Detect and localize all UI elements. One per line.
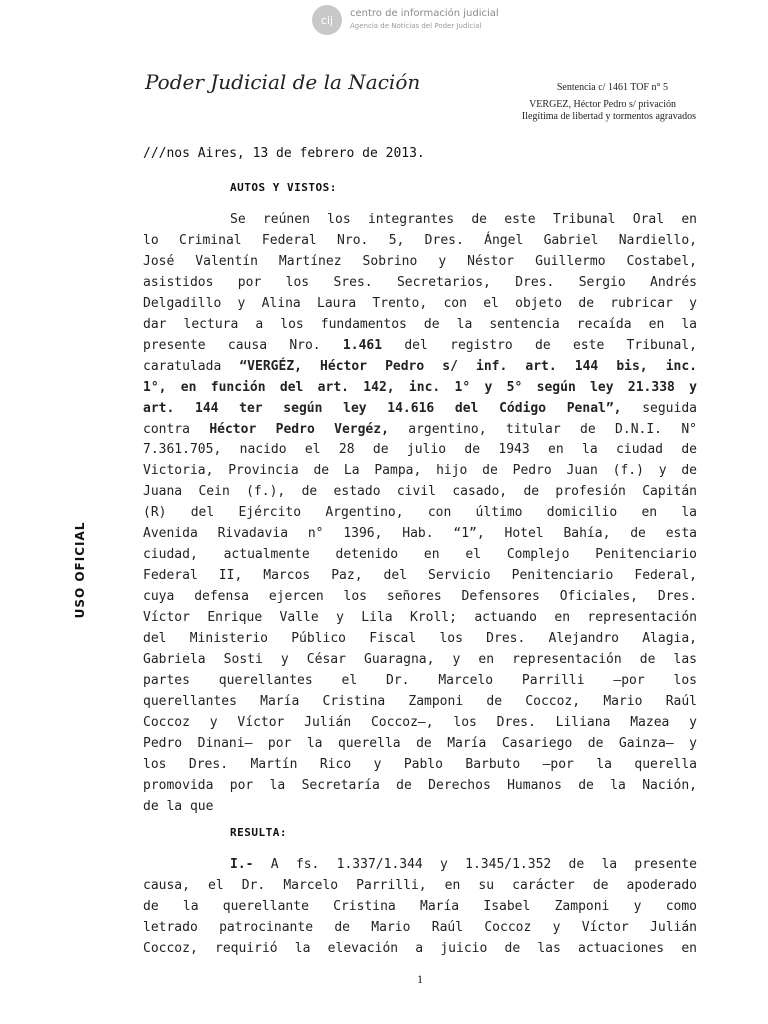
source-header-title: centro de información judicial <box>350 8 499 19</box>
text-line: Coccoz, requirió la elevación a juicio de las actuaciones en <box>143 940 697 956</box>
text-line: cuya defensa ejercen los señores Defensores Oficiales, Dres. <box>143 589 697 605</box>
text-line: dar lectura a los fundamentos de la sentencia recaída en la <box>143 316 697 332</box>
text-line: lo Criminal Federal Nro. 5, Dres. Ángel Gabriel Nardiello, <box>143 232 697 248</box>
text-line: Juana Cein (f.), de estado civil casado, de profesión Capitán <box>143 484 697 500</box>
source-header <box>288 0 518 40</box>
section-number: I.- <box>230 857 254 872</box>
text-segment: presente causa Nro. <box>143 337 321 353</box>
text-segment: del registro de este Tribunal, <box>404 337 697 353</box>
text-line: Pedro Dinani– por la querella de María Casariego de Gainza– y <box>143 735 697 751</box>
text-line: Se reúnen los integrantes de este Tribunal Oral en <box>230 212 697 227</box>
text-line: de la querellante Cristina María Isabel Zamponi y como <box>143 898 697 914</box>
source-header-subtitle: Agencia de Noticias del Poder Judicial <box>350 22 482 30</box>
text-line: los Dres. Martín Rico y Pablo Barbuto –por la querella <box>143 756 697 772</box>
text-line: del Ministerio Público Fiscal los Dres. Alejandro Alagia, <box>143 631 697 647</box>
defendant-name: Héctor Pedro Vergéz, <box>209 421 389 437</box>
text-segment: contra <box>143 421 190 437</box>
text-line: José Valentín Martínez Sobrino y Néstor Guillermo Costabel, <box>143 253 697 269</box>
text-line <box>143 855 697 876</box>
text-line: letrado patrocinante de Mario Raúl Coccoz y Víctor Julián <box>143 919 697 935</box>
text-segment: argentino, titular de D.N.I. N° <box>408 421 698 437</box>
text-line <box>143 399 697 420</box>
text-line <box>143 420 697 441</box>
heading-resulta: RESULTA: <box>230 826 287 839</box>
text-line: ciudad, actualmente detenido en el Complejo Penitenciario <box>143 547 697 563</box>
case-caption: 1°, en función del art. 142, inc. 1° y 5° según ley 21.338 y <box>143 379 697 395</box>
text-line: promovida por la Secretaría de Derechos Humanos de la Nación, <box>143 777 697 793</box>
text-line: Federal II, Marcos Paz, del Servicio Penitenciario Federal, <box>143 568 697 584</box>
text-line: querellantes María Cristina Zamponi de Coccoz, Mario Raúl <box>143 693 697 709</box>
text-line: Avenida Rivadavia n° 1396, Hab. “1”, Hotel Bahía, de esta <box>143 526 697 542</box>
text-line: 7.361.705, nacido el 28 de julio de 1943 en la ciudad de <box>143 442 697 458</box>
source-header-text <box>350 8 499 32</box>
text-line: partes querellantes el Dr. Marcelo Parrilli –por los <box>143 672 697 688</box>
page-number: 1 <box>417 972 423 986</box>
case-ref-line-1: Sentencia c/ 1461 TOF n° 5 <box>556 82 668 93</box>
text-line <box>143 336 697 357</box>
letterhead-title: Poder Judicial de la Nación <box>145 70 421 94</box>
text-line: Gabriela Sosti y César Guaragna, y en representación de las <box>143 652 697 668</box>
case-ref-line-2: VERGEZ, Héctor Pedro s/ privación <box>529 99 676 110</box>
case-reference <box>522 82 696 123</box>
text-segment: seguida <box>642 400 697 416</box>
text-line <box>143 357 697 378</box>
cij-logo-icon: cij <box>312 5 342 35</box>
case-caption: art. 144 ter según ley 14.616 del Código Penal”, <box>143 400 622 416</box>
body-paragraph-2 <box>143 855 697 960</box>
text-segment: caratulada <box>143 358 222 374</box>
text-line <box>143 378 697 399</box>
text-line: causa, el Dr. Marcelo Parrilli, en su carácter de apoderado <box>143 877 697 893</box>
text-line: Víctor Enrique Valle y Lila Kroll; actuando en representación <box>143 610 697 626</box>
text-line: Coccoz y Víctor Julián Coccoz–, los Dres. Liliana Mazea y <box>143 714 697 730</box>
side-stamp-text: USO OFICIAL <box>73 521 87 619</box>
text-line: de la que <box>143 798 214 814</box>
text-line: Victoria, Provincia de La Pampa, hijo de Pedro Juan (f.) y de <box>143 463 697 479</box>
case-caption: “VERGÉZ, Héctor Pedro s/ inf. art. 144 bis, inc. <box>239 358 697 374</box>
text-line: asistidos por los Sres. Secretarios, Dres. Sergio Andrés <box>143 274 697 290</box>
text-line: Delgadillo y Alina Laura Trento, con el objeto de rubricar y <box>143 295 697 311</box>
body-paragraph-1 <box>143 210 697 818</box>
text-line: (R) del Ejército Argentino, con último domicilio en la <box>143 505 697 521</box>
text-segment: A fs. 1.337/1.344 y 1.345/1.352 de la presente <box>270 857 698 872</box>
heading-autos-y-vistos: AUTOS Y VISTOS: <box>230 181 337 194</box>
date-line: ///nos Aires, 13 de febrero de 2013. <box>143 146 425 161</box>
case-ref-line-3: Ilegítima de libertad y tormentos agravados <box>521 111 696 122</box>
case-number: 1.461 <box>342 337 383 353</box>
